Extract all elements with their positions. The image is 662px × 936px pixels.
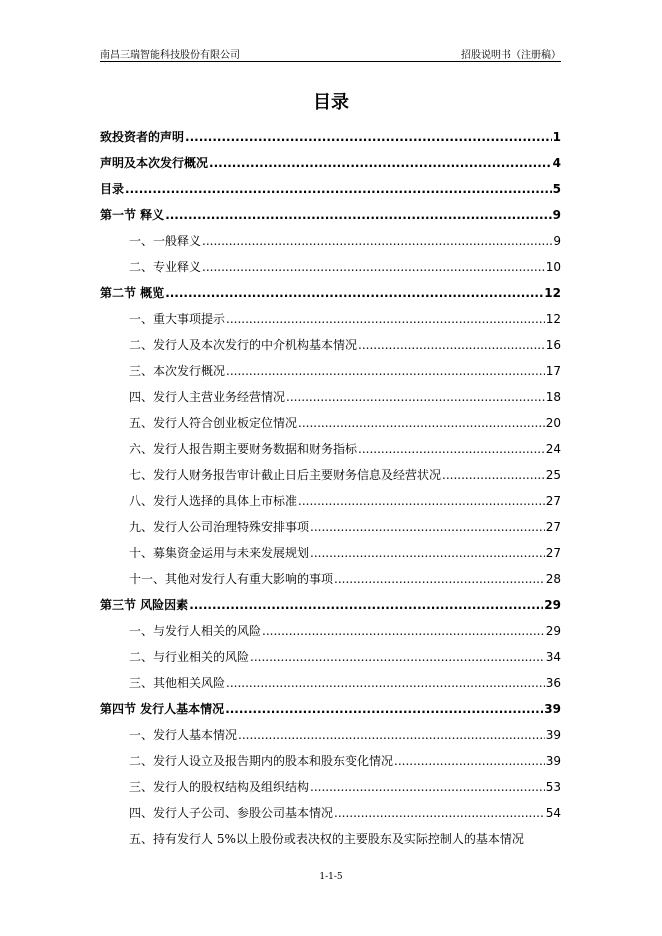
toc-dot-leader [442,468,545,482]
toc-entry-label: 第三节 风险因素 [100,598,189,612]
toc-entry-label: 二、发行人及本次发行的中介机构基本情况 [129,338,358,352]
toc-entry[interactable] [100,300,561,326]
toc-entry-page-number: 29 [544,598,561,612]
toc-entry-label: 八、发行人选择的具体上市标准 [129,494,298,508]
toc-entry[interactable] [100,586,561,612]
toc-dot-leader [225,702,543,716]
toc-dot-leader [358,338,545,352]
toc-dot-leader [394,754,545,768]
toc-entry[interactable] [100,768,561,794]
toc-dot-leader [189,598,543,612]
toc-entry[interactable] [100,456,561,482]
toc-dot-leader [226,312,545,326]
toc-entry-label: 五、发行人符合创业板定位情况 [129,416,298,430]
toc-entry-page-number: 39 [545,754,561,768]
toc-entry-label: 三、本次发行概况 [129,364,226,378]
toc-entry-label: 声明及本次发行概况 [100,156,209,170]
toc-entry-page-number: 4 [552,156,561,170]
toc-dot-leader [334,806,545,820]
toc-entry[interactable] [100,118,561,144]
toc-entry-page-number: 39 [544,702,561,716]
toc-entry-label: 一、一般释义 [129,234,202,248]
toc-entry-page-number: 34 [545,650,561,664]
toc-dot-leader [250,650,545,664]
toc-entry[interactable] [100,378,561,404]
toc-dot-leader [202,260,545,274]
toc-entry[interactable] [100,222,561,248]
toc-entry[interactable] [100,638,561,664]
toc-dot-leader [298,494,545,508]
toc-entry-page-number: 12 [544,286,561,300]
toc-entry-label: 目录 [100,182,125,196]
toc-dot-leader [334,572,545,586]
toc-entry[interactable] [100,560,561,586]
toc-entry-page-number: 20 [545,416,561,430]
toc-entry-page-number: 36 [545,676,561,690]
toc-entry[interactable] [100,248,561,274]
toc-entry-label: 四、发行人子公司、参股公司基本情况 [129,806,334,820]
toc-entry[interactable] [100,716,561,742]
toc-entry-page-number: 39 [545,728,561,742]
toc-entry-label: 致投资者的声明 [100,130,185,144]
toc-entry-label: 四、发行人主营业务经营情况 [129,390,286,404]
toc-dot-leader [310,546,545,560]
toc-entry[interactable] [100,794,561,820]
toc-entry-page-number: 53 [545,780,561,794]
toc-entry-label: 一、重大事项提示 [129,312,226,326]
toc-entry-label: 十一、其他对发行人有重大影响的事项 [129,572,334,586]
header-company-name: 南昌三瑞智能科技股份有限公司 [100,50,240,61]
toc-entry-page-number: 24 [545,442,561,456]
toc-entry-label: 第二节 概览 [100,286,165,300]
toc-entry[interactable] [100,196,561,222]
toc-entry-page-number: 27 [545,494,561,508]
toc-dot-leader [298,416,545,430]
toc-entry[interactable] [100,404,561,430]
toc-entry-label: 五、持有发行人 5%以上股份或表决权的主要股东及实际控制人的基本情况 [129,832,524,846]
page-title: 目录 [313,92,349,113]
toc-entry-label: 一、发行人基本情况 [129,728,238,742]
toc-entry[interactable] [100,742,561,768]
toc-entry[interactable] [100,326,561,352]
toc-entry[interactable] [100,664,561,690]
table-of-contents [100,118,561,846]
toc-entry-label: 第四节 发行人基本情况 [100,702,225,716]
toc-entry-label: 三、其他相关风险 [129,676,226,690]
toc-entry-page-number: 25 [545,468,561,482]
toc-entry-label: 九、发行人公司治理特殊安排事项 [129,520,310,534]
toc-entry-page-number: 5 [552,182,561,196]
toc-entry-page-number: 9 [552,208,561,222]
toc-dot-leader [226,676,545,690]
toc-entry-page-number: 29 [545,624,561,638]
toc-dot-leader [202,234,552,248]
toc-dot-leader [310,520,545,534]
toc-dot-leader [286,390,545,404]
toc-entry-page-number: 27 [545,546,561,560]
header-document-type: 招股说明书（注册稿） [461,50,561,61]
toc-entry-page-number: 28 [545,572,561,586]
toc-dot-leader [310,780,545,794]
toc-dot-leader [165,286,543,300]
toc-dot-leader [262,624,545,638]
toc-entry[interactable] [100,820,561,846]
toc-entry-label: 一、与发行人相关的风险 [129,624,262,638]
toc-entry-label: 二、发行人设立及报告期内的股本和股东变化情况 [129,754,394,768]
toc-dot-leader [358,442,545,456]
toc-entry-page-number: 16 [545,338,561,352]
toc-entry[interactable] [100,430,561,456]
toc-entry-page-number: 54 [545,806,561,820]
toc-entry-page-number: 17 [545,364,561,378]
toc-entry[interactable] [100,482,561,508]
toc-entry-page-number: 10 [545,260,561,274]
toc-entry[interactable] [100,274,561,300]
toc-entry-page-number: 12 [545,312,561,326]
toc-entry-label: 第一节 释义 [100,208,165,222]
toc-entry-label: 十、募集资金运用与未来发展规划 [129,546,310,560]
toc-entry-page-number: 1 [552,130,561,144]
toc-entry[interactable] [100,170,561,196]
toc-entry-page-number: 9 [553,234,561,248]
toc-entry-label: 七、发行人财务报告审计截止日后主要财务信息及经营状况 [129,468,442,482]
page-footer-number: 1-1-5 [319,872,343,882]
toc-dot-leader [165,208,551,222]
toc-entry-page-number: 18 [545,390,561,404]
toc-dot-leader [185,130,552,144]
toc-entry[interactable] [100,534,561,560]
toc-entry-page-number: 27 [545,520,561,534]
toc-entry[interactable] [100,144,561,170]
toc-entry-label: 二、专业释义 [129,260,202,274]
page-header [100,43,561,62]
toc-entry[interactable] [100,690,561,716]
toc-entry[interactable] [100,508,561,534]
toc-dot-leader [209,156,552,170]
toc-dot-leader [125,182,552,196]
toc-entry-label: 三、发行人的股权结构及组织结构 [129,780,310,794]
toc-dot-leader [238,728,545,742]
toc-entry[interactable] [100,352,561,378]
toc-entry-label: 二、与行业相关的风险 [129,650,250,664]
toc-dot-leader [226,364,545,378]
toc-entry-label: 六、发行人报告期主要财务数据和财务指标 [129,442,358,456]
toc-entry[interactable] [100,612,561,638]
